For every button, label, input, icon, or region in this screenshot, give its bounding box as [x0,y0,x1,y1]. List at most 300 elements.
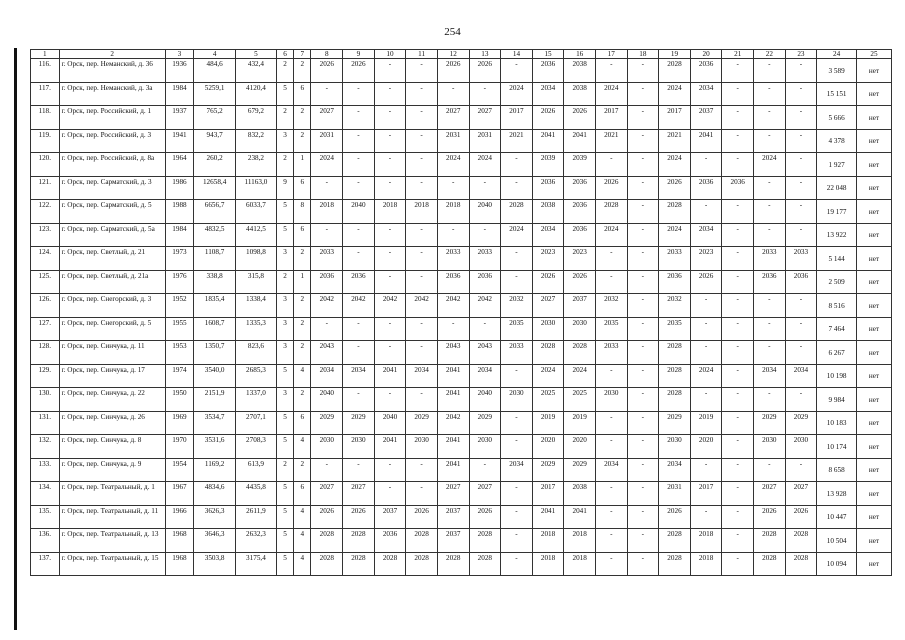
table-cell: 2035 [659,317,691,341]
table-cell: 2041 [437,435,469,459]
table-cell: 5 [276,435,293,459]
table-cell: - [311,82,343,106]
table-cell: 2039 [532,153,564,177]
table-cell: - [690,458,722,482]
column-number-cell: 11 [406,50,438,59]
table-row [31,458,892,482]
table-cell: 1968 [165,529,194,553]
table-cell: 22 048 [817,176,857,200]
table-cell: - [722,200,754,224]
table-cell: - [754,59,786,83]
row-number-cell: 137. [31,552,60,576]
table-cell: - [722,247,754,271]
table-cell: - [595,482,627,506]
table-cell: нет [857,106,892,130]
table-cell: 2032 [501,294,533,318]
table-cell: 2041 [564,505,596,529]
table-cell: 4834,6 [194,482,236,506]
table-cell: 3 [276,247,293,271]
table-cell: - [406,82,438,106]
table-cell: 2034 [501,458,533,482]
table-cell: 2038 [564,59,596,83]
table-cell: 3 [276,129,293,153]
table-cell: 13 922 [817,223,857,247]
table-cell: - [722,153,754,177]
table-cell: - [722,223,754,247]
table-cell: - [437,223,469,247]
table-cell: 943,7 [194,129,236,153]
table-cell: 2027 [437,482,469,506]
table-cell: 2041 [374,435,406,459]
table-cell: 432,4 [236,59,277,83]
table-cell: - [627,129,659,153]
table-cell: 1337,0 [236,388,277,412]
row-number-cell: 134. [31,482,60,506]
table-cell: 3 [276,317,293,341]
table-cell: - [501,482,533,506]
table-cell: 2036 [722,176,754,200]
table-cell: 2019 [690,411,722,435]
table-cell: - [469,82,501,106]
table-cell: нет [857,552,892,576]
address-cell: г. Орск, пер. Синчука, д. 26 [59,411,165,435]
table-cell: 2036 [564,223,596,247]
table-cell: 15 151 [817,82,857,106]
table-cell: - [374,458,406,482]
row-number-cell: 128. [31,341,60,365]
address-cell: г. Орск, пер. Неманский, д. 36 [59,59,165,83]
table-row [31,176,892,200]
table-cell: 2026 [659,176,691,200]
table-cell: - [343,82,375,106]
table-cell: 10 447 [817,505,857,529]
table-cell: - [374,129,406,153]
table-cell: - [374,270,406,294]
address-cell: г. Орск, пер. Синчука, д. 8 [59,435,165,459]
table-cell: 1108,7 [194,247,236,271]
table-cell: - [406,341,438,365]
table-cell: 5 [276,223,293,247]
table-cell: - [501,529,533,553]
column-number-cell: 1 [31,50,60,59]
table-cell: 2036 [690,59,722,83]
table-row [31,223,892,247]
table-cell: 10 183 [817,411,857,435]
table-cell: 1974 [165,364,194,388]
table-cell: - [406,223,438,247]
table-cell: - [406,129,438,153]
column-number-cell: 18 [627,50,659,59]
table-cell: 2028 [659,200,691,224]
table-cell: 2028 [659,364,691,388]
table-cell: - [501,411,533,435]
table-cell: 2024 [311,153,343,177]
table-cell: - [754,341,786,365]
table-cell: 2023 [690,247,722,271]
table-cell: нет [857,505,892,529]
table-cell: - [595,153,627,177]
table-cell: 2033 [469,247,501,271]
address-cell: г. Орск, пер. Российский, д. 1 [59,106,165,130]
table-cell: - [343,388,375,412]
table-cell: 2024 [532,364,564,388]
table-cell: 2034 [785,364,817,388]
table-cell: 8 516 [817,294,857,318]
table-cell: - [627,505,659,529]
table-cell: 2040 [343,200,375,224]
table-cell: 2042 [437,294,469,318]
address-cell: г. Орск, пер. Снегорский, д. 5 [59,317,165,341]
table-cell: 2029 [343,411,375,435]
table-cell: 2611,9 [236,505,277,529]
table-cell: 2030 [343,435,375,459]
table-cell: 2018 [532,529,564,553]
table-cell: 823,6 [236,341,277,365]
table-cell: 2026 [595,176,627,200]
table-cell: 1350,7 [194,341,236,365]
table-cell: 2037 [437,529,469,553]
table-cell: 2032 [595,294,627,318]
column-number-cell: 17 [595,50,627,59]
table-cell: - [374,317,406,341]
table-cell: 2028 [343,552,375,576]
table-row [31,435,892,459]
table-cell: - [501,435,533,459]
repair-schedule-table [30,49,892,576]
table-cell: 2021 [501,129,533,153]
column-number-cell: 12 [437,50,469,59]
table-cell: 2028 [754,552,786,576]
table-cell: 2028 [469,529,501,553]
column-number-cell: 20 [690,50,722,59]
table-cell: 1952 [165,294,194,318]
table-cell: 2040 [374,411,406,435]
table-cell: 1835,4 [194,294,236,318]
table-cell: 2028 [659,388,691,412]
table-cell: 2029 [406,411,438,435]
table-cell: 2036 [690,176,722,200]
table-cell: 2028 [469,552,501,576]
row-number-cell: 122. [31,200,60,224]
table-cell: 2026 [754,505,786,529]
table-cell: 4120,4 [236,82,277,106]
table-cell: 6 [294,176,311,200]
table-cell: 3503,8 [194,552,236,576]
table-cell: 3534,7 [194,411,236,435]
table-cell: 2027 [311,482,343,506]
table-cell: нет [857,435,892,459]
table-cell: 2034 [532,223,564,247]
table-cell: - [374,106,406,130]
table-cell: - [627,200,659,224]
table-cell: нет [857,129,892,153]
table-cell: 2030 [469,435,501,459]
table-cell: 3626,3 [194,505,236,529]
row-number-cell: 132. [31,435,60,459]
table-row [31,482,892,506]
table-cell: 2028 [374,552,406,576]
table-cell: 2034 [311,364,343,388]
table-cell: - [722,341,754,365]
table-cell: - [627,317,659,341]
table-row [31,505,892,529]
table-cell: 2041 [690,129,722,153]
table-cell: 2017 [595,106,627,130]
table-cell: - [722,552,754,576]
table-cell: 1953 [165,341,194,365]
table-cell: 2029 [564,458,596,482]
address-cell: г. Орск, пер. Светлый, д. 21а [59,270,165,294]
table-cell: - [437,317,469,341]
table-cell: 1955 [165,317,194,341]
row-number-cell: 126. [31,294,60,318]
table-cell: 1968 [165,552,194,576]
table-cell: 8 [294,200,311,224]
table-cell: - [754,106,786,130]
table-cell: 2043 [311,341,343,365]
table-cell: 2017 [690,482,722,506]
table-cell: 6656,7 [194,200,236,224]
table-cell: 2026 [311,59,343,83]
table-cell: - [785,317,817,341]
table-cell: 2041 [532,505,564,529]
table-cell: 2034 [406,364,438,388]
table-cell: 2 [276,59,293,83]
table-row [31,153,892,177]
table-cell: 2036 [532,59,564,83]
table-cell: 2036 [659,270,691,294]
table-cell: 3 [276,388,293,412]
table-cell: - [311,458,343,482]
table-cell: 2151,9 [194,388,236,412]
table-cell: 2 [294,294,311,318]
table-cell: - [754,294,786,318]
table-cell: 2036 [437,270,469,294]
table-cell: 2028 [659,529,691,553]
table-cell: - [722,106,754,130]
table-cell: 2030 [406,435,438,459]
table-cell: 2027 [785,482,817,506]
table-cell: 2028 [659,341,691,365]
table-cell: 1335,3 [236,317,277,341]
column-number-cell: 3 [165,50,194,59]
table-cell: 6033,7 [236,200,277,224]
table-cell: 19 177 [817,200,857,224]
table-cell: - [406,247,438,271]
table-cell: - [785,388,817,412]
table-cell: 2028 [659,552,691,576]
table-cell: 2017 [659,106,691,130]
table-cell: 2021 [595,129,627,153]
table-cell: 2021 [659,129,691,153]
table-cell: 10 198 [817,364,857,388]
table-cell: 3 [276,341,293,365]
table-cell: 1969 [165,411,194,435]
table-cell: 2036 [311,270,343,294]
table-cell: 5259,1 [194,82,236,106]
table-cell: 484,6 [194,59,236,83]
table-cell: 10 504 [817,529,857,553]
column-number-cell: 8 [311,50,343,59]
table-cell: 2018 [311,200,343,224]
table-cell: - [785,153,817,177]
table-cell: 2036 [374,529,406,553]
table-row [31,411,892,435]
table-cell: 3531,6 [194,435,236,459]
table-cell: - [501,364,533,388]
table-cell: - [406,388,438,412]
table-cell: 2024 [659,223,691,247]
table-cell: 2043 [437,341,469,365]
table-cell: - [627,552,659,576]
table-cell: 2034 [595,458,627,482]
table-cell: - [754,176,786,200]
row-number-cell: 135. [31,505,60,529]
column-number-cell: 25 [857,50,892,59]
table-cell: - [343,223,375,247]
column-number-cell: 23 [785,50,817,59]
table-cell: 3 [276,294,293,318]
table-cell: - [406,317,438,341]
table-cell: - [722,388,754,412]
table-cell: 2030 [659,435,691,459]
table-cell: 5 666 [817,106,857,130]
table-cell: 5 [276,364,293,388]
table-cell: 2029 [754,411,786,435]
table-cell: - [627,223,659,247]
table-cell: 1936 [165,59,194,83]
table-cell: 2027 [469,106,501,130]
column-number-cell: 5 [236,50,277,59]
table-cell: 6 [294,411,311,435]
row-number-cell: 120. [31,153,60,177]
table-cell: 1954 [165,458,194,482]
table-cell: - [690,200,722,224]
table-row [31,270,892,294]
table-cell: 2028 [406,529,438,553]
table-cell: - [501,59,533,83]
table-cell: 1966 [165,505,194,529]
table-row [31,294,892,318]
table-cell: 2023 [532,247,564,271]
table-cell: 2026 [532,106,564,130]
table-cell: 2028 [785,529,817,553]
table-cell: 2026 [532,270,564,294]
table-cell: - [627,364,659,388]
table-cell: 2041 [437,388,469,412]
table-cell: - [343,341,375,365]
table-cell: 3 589 [817,59,857,83]
table-cell: 7 464 [817,317,857,341]
table-cell: - [722,129,754,153]
table-cell: 2023 [564,247,596,271]
table-cell: - [722,270,754,294]
table-cell: 2 [276,458,293,482]
row-number-cell: 124. [31,247,60,271]
table-cell: - [469,458,501,482]
table-cell: 2028 [311,552,343,576]
table-cell: - [595,59,627,83]
table-cell: - [690,388,722,412]
table-cell: 2018 [564,552,596,576]
table-cell: 2024 [437,153,469,177]
table-cell: 1941 [165,129,194,153]
table-cell: нет [857,364,892,388]
table-cell: 2026 [469,505,501,529]
table-cell: - [406,270,438,294]
table-cell: - [406,106,438,130]
table-cell: 2033 [785,247,817,271]
table-cell: 2034 [754,364,786,388]
table-row [31,341,892,365]
table-cell: - [374,388,406,412]
column-number-cell: 21 [722,50,754,59]
table-cell: 2029 [785,411,817,435]
table-cell: нет [857,82,892,106]
table-cell: - [343,458,375,482]
table-cell: - [595,270,627,294]
table-cell: 2 [276,153,293,177]
table-cell: 2033 [595,341,627,365]
table-cell: 5 [276,552,293,576]
address-cell: г. Орск, пер. Снегорский, д. 3 [59,294,165,318]
table-cell: 2032 [659,294,691,318]
column-number-cell: 6 [276,50,293,59]
table-cell: - [627,106,659,130]
table-cell: 2028 [437,552,469,576]
table-cell: - [785,200,817,224]
table-cell: - [627,176,659,200]
table-cell: нет [857,223,892,247]
table-row [31,106,892,130]
table-cell: 2041 [532,129,564,153]
table-cell: 2042 [406,294,438,318]
table-cell: 4 378 [817,129,857,153]
table-cell: нет [857,270,892,294]
table-row [31,388,892,412]
table-cell: 1970 [165,435,194,459]
table-cell: 2024 [501,82,533,106]
table-cell: 2024 [754,153,786,177]
table-cell: - [374,247,406,271]
table-cell: 2024 [659,153,691,177]
table-cell: - [754,82,786,106]
table-row [31,364,892,388]
table-cell: - [595,364,627,388]
table-cell: 2033 [754,247,786,271]
table-cell: - [374,153,406,177]
table-cell: - [722,82,754,106]
table-cell: 2026 [659,505,691,529]
table-cell: 2038 [564,482,596,506]
table-cell: 2018 [374,200,406,224]
address-cell: г. Орск, пер. Сарматский, д. 5 [59,200,165,224]
table-cell: 2033 [659,247,691,271]
table-cell: 2030 [564,317,596,341]
table-cell: - [374,59,406,83]
table-cell: 2024 [690,364,722,388]
table-cell: 2027 [437,106,469,130]
table-cell: 338,8 [194,270,236,294]
table-cell: 2028 [311,529,343,553]
column-number-cell: 19 [659,50,691,59]
table-cell: 2026 [785,505,817,529]
table-cell: нет [857,411,892,435]
table-cell: 2 [294,59,311,83]
table-cell: - [722,294,754,318]
table-cell: 2 [294,247,311,271]
table-cell: 2036 [564,200,596,224]
